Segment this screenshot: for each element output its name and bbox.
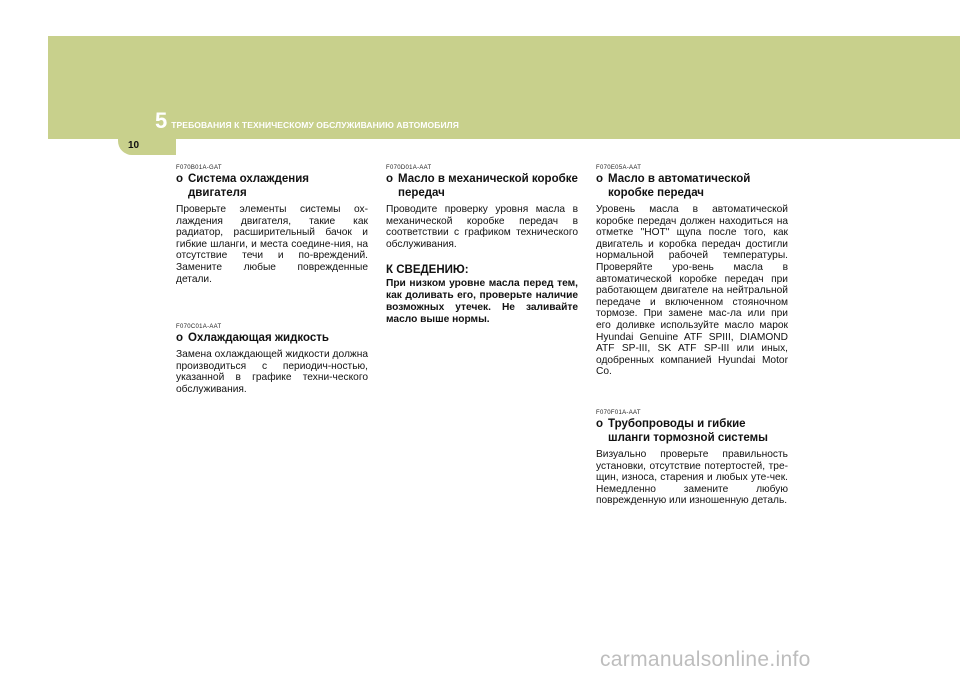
section-text: Проверьте элементы системы ох-лаждения двигателя, такие как радиатор, расширительный бачок и гибкие шланги, и места соедине-ния, на отсутствие течи и по-вреждений. Замените любые поврежденные детали.: [176, 204, 368, 285]
section-coolant: [176, 324, 368, 395]
section-heading: [596, 417, 788, 445]
section-code: F070E05A-AAT: [596, 165, 642, 171]
section-title: Охлаждающая жидкость: [188, 332, 329, 344]
section-heading: [176, 172, 368, 200]
section-text: Визуально проверьте правильность установки, отсутствие потертостей, тре-щин, износа, старения и любых уте-чек. Немедленно замените любую поврежденную или изношенную деталь.: [596, 449, 788, 507]
page-number-tab: [118, 135, 176, 155]
watermark: carmanualsonline.info: [600, 648, 811, 671]
section-code: F070C01A-AAT: [176, 324, 222, 330]
section-code: F070D01A-AAT: [386, 165, 432, 171]
bullet: o: [596, 418, 604, 430]
section-heading: [386, 172, 578, 200]
bullet: o: [386, 173, 394, 185]
section-text: Замена охлаждающей жидкости должна производиться с периодич-ностью, указанной в графике техни-ческого обслуживания.: [176, 349, 368, 395]
section-code: F070B01A-GAT: [176, 165, 222, 171]
section-cooling-system: [176, 165, 368, 285]
section-heading: [596, 172, 788, 200]
chapter-number: 5: [155, 108, 168, 133]
section-automatic-gearbox-oil: [596, 165, 788, 378]
section-title: Масло в автоматической коробке передач: [608, 173, 751, 199]
section-heading: [176, 331, 368, 345]
warning-text: При низком уровне масла перед тем, как доливать его, проверьте наличие возможных утечек. Не заливайте масло выше нормы.: [386, 278, 578, 326]
section-title: Система охлаждения двигателя: [188, 173, 310, 199]
chapter-header: [155, 110, 459, 132]
section-text: Проводите проверку уровня масла в механической коробке передач в соответствии с графиком технического обслуживания.: [386, 204, 578, 250]
chapter-title: ТРЕБОВАНИЯ К ТЕХНИЧЕСКОМУ ОБСЛУЖИВАНИЮ АВТОМОБИЛЯ: [171, 120, 459, 130]
section-title: Масло в механической коробке передач: [398, 173, 578, 199]
bullet: o: [176, 173, 184, 185]
section-title: Трубопроводы и гибкие шланги тормозной системы: [608, 418, 768, 444]
bullet: o: [596, 173, 604, 185]
section-brake-lines: [596, 410, 788, 507]
section-manual-gearbox-oil: [386, 165, 578, 326]
warning-title: К СВЕДЕНИЮ:: [386, 264, 469, 277]
section-text: Уровень масла в автоматической коробке передач должен находиться на отметке "HOT" щупа после того, как двигатель и коробка передач достигли нормальной рабочей температуры. Проверяйте уро-вень масла в автоматической коробке передач при работающем двигателе на нейтральной передаче и включенном стояночном тормозе. При замене мас-ла или при его доливке используйте масло марок Hyundai Genuine ATF SPIII, DIAMOND ATF SP-III, SK ATF SP-III или иных, одобренных компанией Hyundai Motor Co.: [596, 204, 788, 378]
page-number: 10: [128, 140, 140, 151]
bullet: o: [176, 332, 184, 344]
section-code: F070F01A-AAT: [596, 410, 641, 416]
